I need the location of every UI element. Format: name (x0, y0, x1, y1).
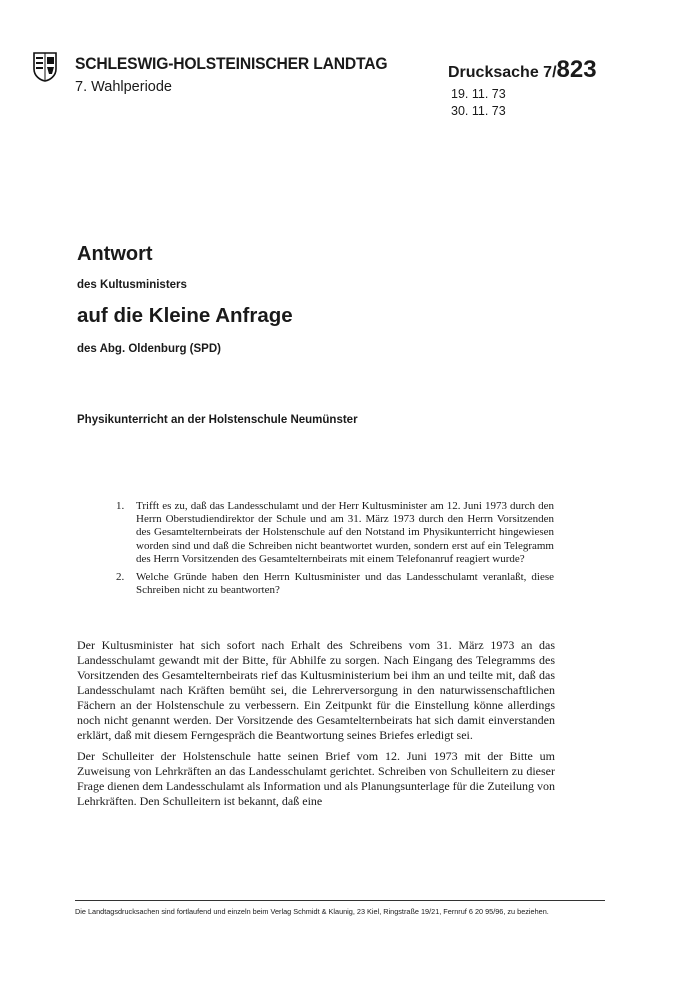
parliament-name: SCHLESWIG-HOLSTEINISCHER LANDTAG (75, 55, 388, 73)
question-text: Trifft es zu, daß das Landesschulamt und der Herr Kultusminister am 12. Juni 1973 durch den Herrn Oberstudiendirektor der Schule und am 31. März 1973 durch den Herrn Vorsitzenden des Gesamtelternbeirats der Holstenschule auf den Notstand im Physikunterricht hingewiesen worden sind und daß die Schreiben nicht beantwortet wurden, sondern erst auf ein Telegramm des Herrn Vorsitzenden des Gesamtelternbeirats mit einem Telefonanruf reagiert wurde? (136, 500, 554, 565)
subject-line: Physikunterricht an der Holstenschule Neumünster (77, 414, 358, 426)
document-label: Drucksache 7/ (448, 64, 557, 81)
document-number (448, 56, 597, 84)
inquiry-heading: auf die Kleine Anfrage (77, 304, 293, 327)
question-number: 2. (116, 571, 125, 584)
member-line: des Abg. Oldenburg (SPD) (77, 343, 221, 355)
coat-of-arms-icon (33, 52, 57, 82)
question-item (116, 500, 554, 566)
date-first: 19. 11. 73 (451, 87, 506, 101)
answer-paragraph: Der Schulleiter der Holstenschule hatte seinen Brief vom 12. Juni 1973 mit der Bitte um Zuweisung von Lehrkräften an das Landesschulamt gerichtet. Schreiben von Schulleitern zu dieser Frage dienen dem Landesschulamt als Information und als Planungsunterlage für die Zuteilung von Lehrkräften. Den Schulleitern ist bekannt, daß eine (77, 749, 555, 808)
answer-heading: Antwort (77, 243, 153, 265)
legislative-period: 7. Wahlperiode (75, 79, 172, 95)
question-text: Welche Gründe haben den Herrn Kultusminister und das Landesschulamt veranlaßt, diese Schreiben nicht zu beantworten? (136, 571, 554, 597)
answer-paragraph: Der Kultusminister hat sich sofort nach Erhalt des Schreibens vom 31. März 1973 an das Landesschulamt gewandt mit der Bitte, für Abhilfe zu sorgen. Nach Eingang des Telegramms des Vorsitzenden des Gesamtelternbeirats rief das Kultusministerium bei ihm an und teilte mit, daß das Landesschulamt nach Kräften bemüht sei, die Lehrerversorgung in den naturwissenschaftlichen Fächern an der Holstenschule zu verbessern. Ein Zeitpunkt für die Einstellung könne allerdings noch nicht genannt werden. Der Vorsitzende des Gesamtelternbeirats hat sich damit einverstanden erklärt, daß mit diesem Ferngespräch die Beantwortung seines Briefes erledigt sei. (77, 638, 555, 742)
question-item (116, 571, 554, 597)
document-number-value: 823 (556, 56, 597, 83)
answer-body (77, 638, 555, 815)
question-number: 1. (116, 500, 125, 512)
ministry-line: des Kultusministers (77, 279, 187, 291)
date-second: 30. 11. 73 (451, 104, 506, 118)
footer-divider (75, 900, 605, 901)
question-list (116, 500, 554, 602)
footer-note: Die Landtagsdrucksachen sind fortlaufend und einzeln beim Verlag Schmidt & Klaunig, 23 Kiel, Ringstraße 19/21, Fernruf 6 20 95/96, zu beziehen. (75, 907, 549, 916)
